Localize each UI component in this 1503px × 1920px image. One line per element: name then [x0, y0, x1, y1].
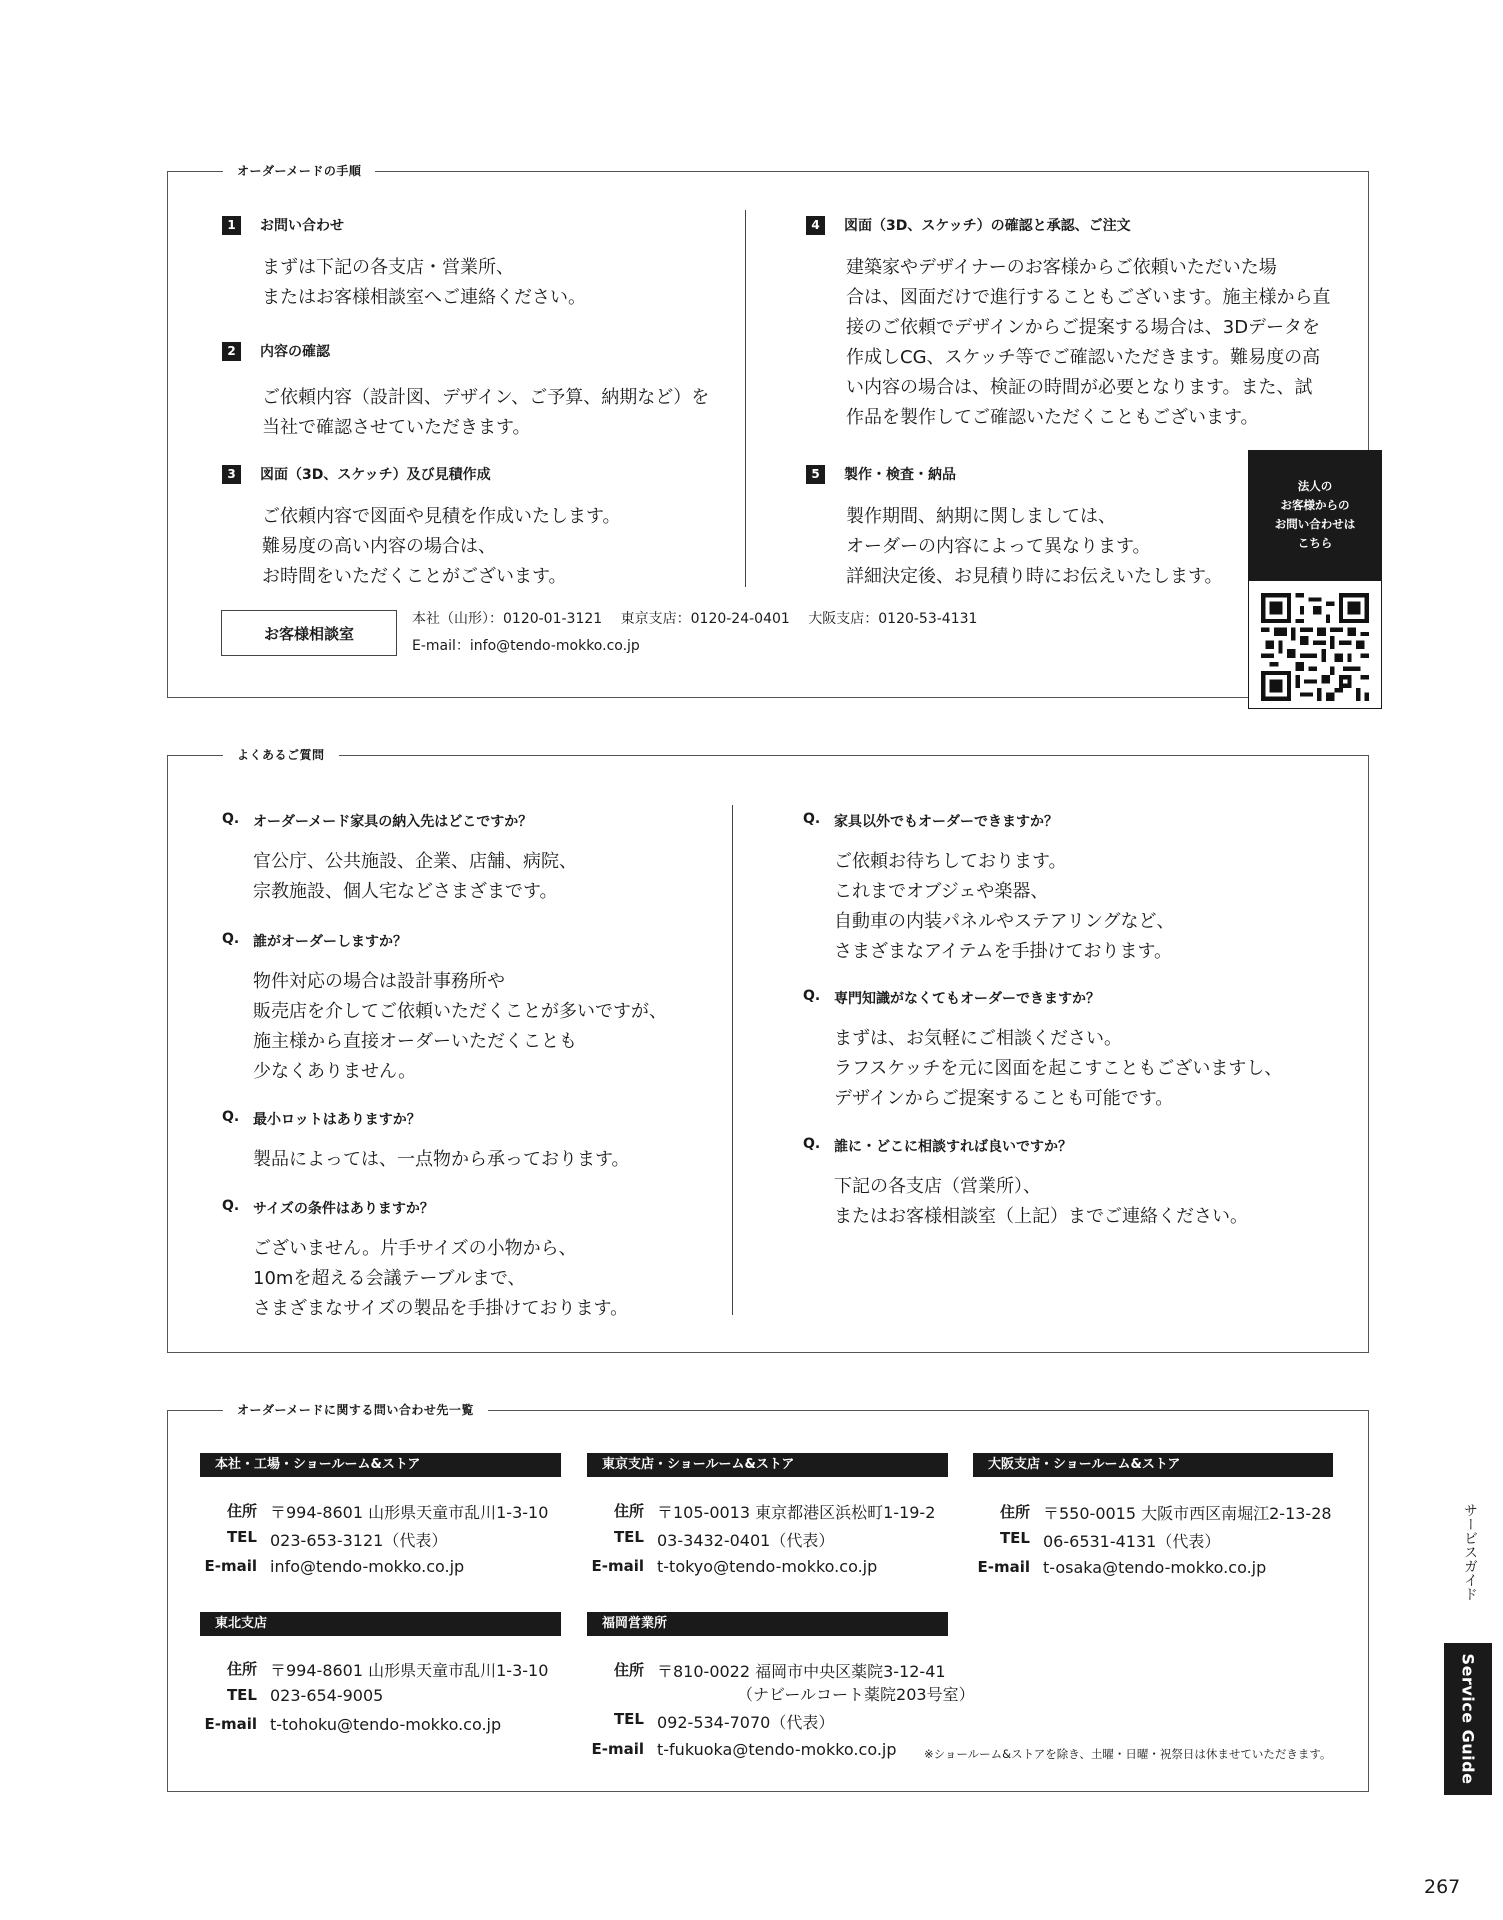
step-title: お問い合わせ [260, 218, 344, 234]
office-address: 〒994-8601 山形県天童市乱川1-3-10 [270, 1661, 549, 1680]
email-label: E-mail [977, 1558, 1030, 1576]
office-email[interactable]: t-fukuoka@tendo-mokko.co.jp [657, 1740, 897, 1759]
order-step-1 [222, 215, 586, 313]
tel-label: TEL [999, 1529, 1030, 1547]
step-number: 2 [222, 342, 241, 361]
contact-phones: 本社（山形）：0120-01-3121 東京支店：0120-24-0401 大阪支店：0120-53-4131 [412, 611, 978, 627]
corporate-inquiry-label: 法人の お客様からの お問い合わせは こちら [1249, 451, 1381, 581]
faq-answer: 物件対応の場合は設計事務所や 販売店を介してご依頼いただくことが多いですが、 施主様から直接オーダーいただくことも 少なくありません。 [253, 971, 667, 1082]
step-body: 建築家やデザイナーのお客様からご依頼いただいた場 合は、図面だけで進行することもございます。施主様から直 接のご依頼でデザインからご提案する場合は、3Dデータを 作成しCG、スケッチ等でご確認いただきます。難易度の高 い内容の場合は、検証の時間が必要となります。また、試 作品を製作してご確認いただくこともございます。 [846, 257, 1331, 428]
email-label: E-mail [591, 1740, 644, 1758]
tel-label: TEL [613, 1528, 644, 1546]
question-mark-label: Q. [222, 811, 240, 827]
faq-question: 専門知識がなくてもオーダーできますか？ [834, 991, 1100, 1007]
faq-question: サイズの条件はありますか？ [253, 1201, 434, 1217]
faq-panel-divider [732, 805, 733, 1315]
address-label: 住所 [999, 1503, 1030, 1521]
faq-answer: ご依頼お待ちしております。 これまでオブジェや楽器、 自動車の内装パネルやステアリングなど、 さまざまなアイテムを手掛けております。 [834, 851, 1175, 962]
side-tab-label-jp: サービスガイド [1462, 1503, 1478, 1601]
office-email-row [587, 1740, 897, 1759]
office-header-tohoku: 東北支店 [200, 1612, 561, 1636]
faq-answer: まずは、お気軽にご相談ください。 ラフスケッチを元に図面を起こすこともございますし、 デザインからご提案することも可能です。 [834, 1028, 1283, 1109]
email-label: E-mail [204, 1557, 257, 1575]
faq-item [222, 1198, 628, 1324]
tel-label: TEL [226, 1686, 257, 1704]
step-title: 製作・検査・納品 [844, 467, 956, 483]
contact-email[interactable]: E-mail：info@tendo-mokko.co.jp [412, 638, 640, 654]
step-number: 3 [222, 465, 241, 484]
office-email-row [587, 1557, 877, 1576]
step-body: ご依頼内容で図面や見積を作成いたします。 難易度の高い内容の場合は、 お時間をいただくことがございます。 [262, 506, 621, 587]
office-tel-row [200, 1528, 447, 1551]
email-label: E-mail [591, 1557, 644, 1575]
faq-answer: 製品によっては、一点物から承っております。 [253, 1149, 630, 1170]
step-title: 内容の確認 [260, 344, 330, 360]
order-step-2 [222, 341, 709, 443]
order-step-5 [806, 464, 1223, 592]
faq-item [222, 811, 577, 907]
office-email-row [973, 1558, 1266, 1577]
step-number: 5 [806, 465, 825, 484]
office-address: 〒550-0015 大阪市西区南堀江2-13-28 [1043, 1504, 1332, 1523]
step-title: 図面（3D、スケッチ）の確認と承認、ご注文 [844, 218, 1131, 234]
question-mark-label: Q. [222, 1198, 240, 1214]
office-tel: 092-534-7070（代表） [657, 1713, 835, 1732]
qr-code-icon[interactable] [1261, 593, 1369, 701]
step-body: まずは下記の各支店・営業所、 またはお客様相談室へご連絡ください。 [262, 257, 586, 308]
step-body: 製作期間、納期に関しましては、 オーダーの内容によって異なります。 詳細決定後、お見積り時にお伝えいたします。 [846, 506, 1223, 587]
question-mark-label: Q. [803, 988, 821, 1004]
email-label: E-mail [204, 1715, 257, 1733]
faq-question: 最小ロットはありますか？ [253, 1112, 421, 1128]
step-body: ご依頼内容（設計図、デザイン、ご予算、納期など）を 当社で確認させていただきます。 [262, 387, 710, 438]
office-address: 〒994-8601 山形県天童市乱川1-3-10 [270, 1503, 549, 1522]
office-tel: 06-6531-4131（代表） [1043, 1532, 1221, 1551]
office-tel: 023-653-3121（代表） [270, 1531, 448, 1550]
office-email[interactable]: info@tendo-mokko.co.jp [270, 1557, 465, 1576]
office-tel: 03-3432-0401（代表） [657, 1531, 835, 1550]
corporate-inquiry-box[interactable] [1248, 450, 1382, 709]
question-mark-label: Q. [803, 811, 821, 827]
office-header-headquarters: 本社・工場・ショールーム&ストア [200, 1453, 561, 1477]
office-tel-row [587, 1710, 834, 1733]
office-tel-row [587, 1528, 834, 1551]
office-tel: 023-654-9005 [270, 1686, 384, 1705]
office-email-row [200, 1557, 464, 1576]
faq-title: よくあるご質問 [223, 746, 339, 763]
address-label: 住所 [226, 1502, 257, 1520]
contact-info [412, 606, 977, 660]
office-address-line-2: （ナビールコート薬院203号室） [737, 1685, 975, 1704]
office-address-row [973, 1501, 1332, 1524]
office-email[interactable]: t-tohoku@tendo-mokko.co.jp [270, 1715, 502, 1734]
office-tel-row [973, 1529, 1220, 1552]
offices-title: オーダーメードに関する問い合わせ先一覧 [223, 1401, 488, 1418]
office-address-row [587, 1500, 935, 1523]
office-address-row [200, 1500, 548, 1523]
faq-question: 誰に・どこに相談すれば良いですか？ [834, 1139, 1072, 1155]
faq-question: 家具以外でもオーダーできますか？ [834, 814, 1058, 830]
page-number: 267 [1424, 1876, 1461, 1898]
faq-item [803, 1136, 1248, 1232]
side-tab-service-guide[interactable] [1444, 1643, 1492, 1795]
order-panel-divider [745, 210, 746, 587]
faq-answer: ございません。片手サイズの小物から、 10mを超える会議テーブルまで、 さまざまなサイズの製品を手掛けております。 [253, 1238, 629, 1319]
question-mark-label: Q. [222, 1109, 240, 1125]
office-address: 〒105-0013 東京都港区浜松町1-19-2 [657, 1503, 936, 1522]
office-address-row [200, 1658, 548, 1681]
office-tel-row [200, 1686, 383, 1705]
faq-question: オーダーメード家具の納入先はどこですか？ [253, 814, 533, 830]
office-email[interactable]: t-tokyo@tendo-mokko.co.jp [657, 1557, 878, 1576]
tel-label: TEL [613, 1710, 644, 1728]
faq-question: 誰がオーダーしますか？ [253, 934, 407, 950]
faq-answer: 下記の各支店（営業所）、 またはお客様相談室（上記）までご連絡ください。 [834, 1176, 1248, 1227]
office-header-fukuoka: 福岡営業所 [587, 1612, 948, 1636]
order-process-title: オーダーメードの手順 [223, 162, 375, 179]
customer-service-button[interactable]: お客様相談室 [221, 610, 397, 656]
office-address-row-2 [737, 1682, 975, 1705]
question-mark-label: Q. [803, 1136, 821, 1152]
faq-item [803, 811, 1175, 967]
office-email-row [200, 1715, 501, 1734]
faq-item [803, 988, 1282, 1114]
address-label: 住所 [613, 1502, 644, 1520]
office-email[interactable]: t-osaka@tendo-mokko.co.jp [1043, 1558, 1267, 1577]
office-header-tokyo: 東京支店・ショールーム&ストア [587, 1453, 948, 1477]
office-address-row [587, 1659, 946, 1682]
faq-answer: 官公庁、公共施設、企業、店舗、病院、 宗教施設、個人宅などさまざまです。 [253, 851, 577, 902]
question-mark-label: Q. [222, 931, 240, 947]
order-step-3 [222, 464, 621, 592]
address-label: 住所 [226, 1660, 257, 1678]
order-step-4 [806, 215, 1331, 433]
tel-label: TEL [226, 1528, 257, 1546]
step-number: 1 [222, 216, 241, 235]
side-tab-label-en: Service Guide [1458, 1653, 1478, 1785]
address-label: 住所 [613, 1661, 644, 1679]
faq-item [222, 931, 667, 1087]
faq-item [222, 1109, 630, 1175]
offices-footnote: ※ショールーム&ストアを除き、土曜・日曜・祝祭日は休ませていただきます。 [924, 1747, 1332, 1761]
office-address: 〒810-0022 福岡市中央区薬院3-12-41 [657, 1662, 946, 1681]
step-title: 図面（3D、スケッチ）及び見積作成 [260, 467, 491, 483]
office-header-osaka: 大阪支店・ショールーム&ストア [973, 1453, 1333, 1477]
step-number: 4 [806, 216, 825, 235]
